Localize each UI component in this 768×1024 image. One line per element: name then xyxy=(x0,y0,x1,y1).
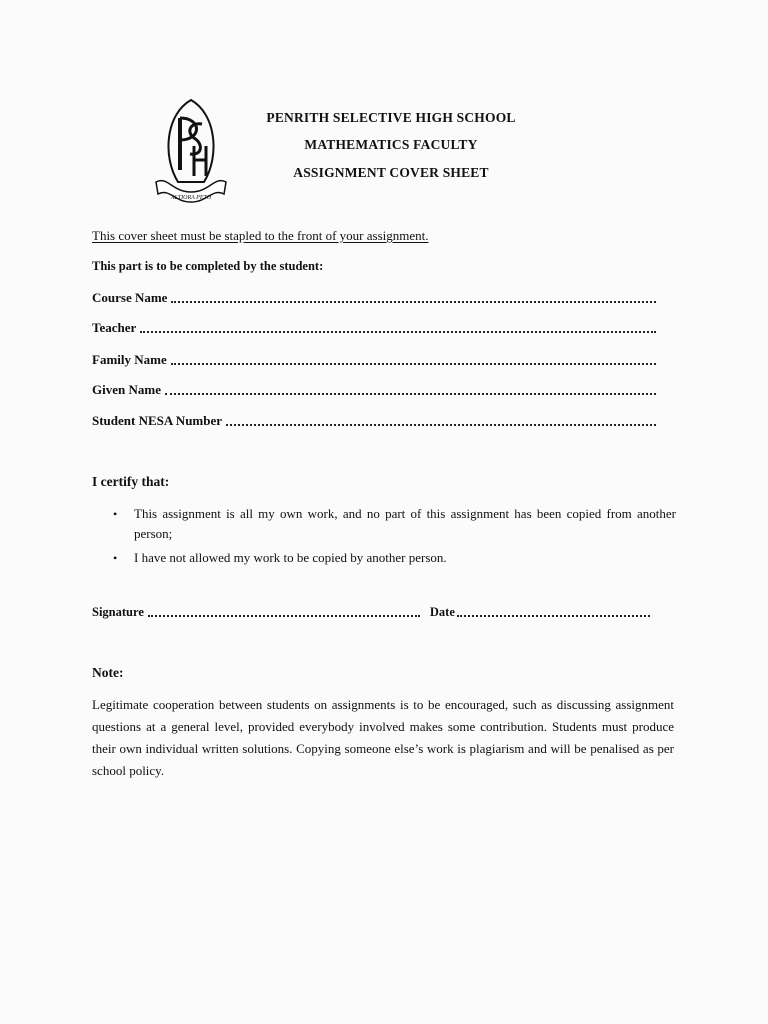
given-name-field[interactable] xyxy=(92,382,656,398)
course-name-field[interactable] xyxy=(92,290,656,306)
certify-item-text: I have not allowed my work to be copied by another person. xyxy=(134,550,447,565)
school-name: PENRITH SELECTIVE HIGH SCHOOL xyxy=(266,110,516,125)
nesa-number-line[interactable] xyxy=(226,423,656,426)
list-item xyxy=(92,548,676,568)
signature-line[interactable] xyxy=(148,614,420,617)
note-heading: Note: xyxy=(92,665,124,680)
family-name-line[interactable] xyxy=(171,362,656,365)
nesa-number-field[interactable] xyxy=(92,413,656,429)
given-name-line[interactable] xyxy=(165,392,656,395)
bullet-icon: • xyxy=(113,507,118,521)
teacher-line[interactable] xyxy=(140,330,656,333)
certify-list xyxy=(92,504,676,572)
list-item xyxy=(92,504,676,544)
faculty-name: MATHEMATICS FACULTY xyxy=(304,137,478,152)
certify-item-text: This assignment is all my own work, and no part of this assignment has been copied from another person; xyxy=(134,506,676,541)
school-crest-icon xyxy=(150,96,232,206)
family-name-label: Family Name xyxy=(92,352,167,367)
signature-row xyxy=(92,605,650,620)
teacher-label: Teacher xyxy=(92,320,137,335)
signature-label: Signature xyxy=(92,605,144,619)
date-label: Date xyxy=(429,605,455,619)
family-name-field[interactable] xyxy=(92,352,656,368)
student-section-label: This part is to be completed by the student: xyxy=(92,259,324,273)
date-line[interactable] xyxy=(457,614,650,617)
course-name-line[interactable] xyxy=(171,300,656,303)
nesa-number-label: Student NESA Number xyxy=(92,413,223,428)
staple-instruction: This cover sheet must be stapled to the front of your assignment. xyxy=(92,228,429,243)
bullet-icon: • xyxy=(113,551,118,565)
crest-motto: ALTIORA PETO xyxy=(170,195,212,201)
course-name-label: Course Name xyxy=(92,290,168,305)
given-name-label: Given Name xyxy=(92,382,161,397)
teacher-field[interactable] xyxy=(92,320,656,336)
note-text: Legitimate cooperation between students on assignments is to be encouraged, such as discussing assignment questions at a general level, provided everybody involved makes some contribution. Students must produce their own individual written solutions. Copying someone else’s work is plagiarism and will be penalised as per school policy. xyxy=(92,697,674,778)
certify-heading: I certify that: xyxy=(92,474,170,489)
document-title: ASSIGNMENT COVER SHEET xyxy=(293,165,489,180)
